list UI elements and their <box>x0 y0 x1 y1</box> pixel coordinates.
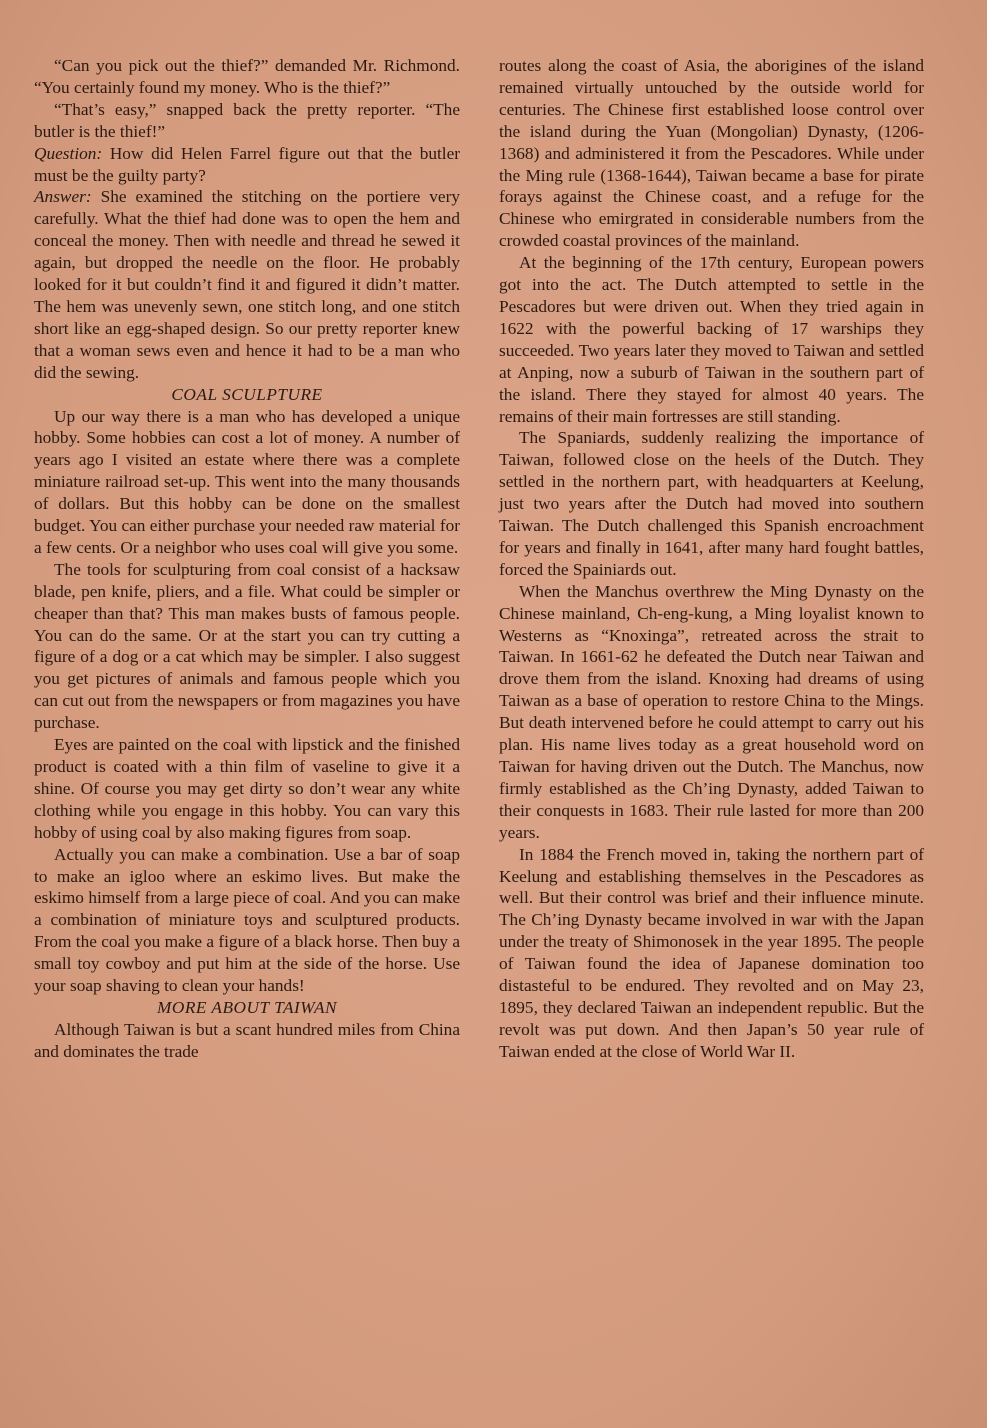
dialogue-paragraph: “That’s easy,” snapped back the pretty reporter. “The butler is the thief!” <box>34 99 460 141</box>
taiwan-intro-paragraph: Although Taiwan is but a scant hundred miles from China and dominates the trade <box>34 1019 460 1061</box>
answer-text: She examined the stitching on the portiere very carefully. What the thief had done was to open the hem and conceal the money. Then with needle and thread he sewed it again, but dropped the needle on the floor. He probably looked for it but couldn’t find it and figured it didn’t matter. The hem was unevenly sewn, one stitch long, and one stitch short like an egg-shaped design. So our pretty reporter knew that a woman sews even and hence it had to be a man who did the sewing. <box>34 187 460 382</box>
coal-paragraph: Eyes are painted on the coal with lipstick and the finished product is coated with a thin film of vaseline to give it a shine. Of course you may get dirty so don’t wear any white clothing while you engage in this hobby. You can vary this hobby of using coal by also making figures from soap. <box>34 735 460 842</box>
coal-paragraph: The tools for sculpturing from coal consist of a hacksaw blade, pen knife, pliers, and a file. What could be simpler or cheaper than that? This man makes busts of famous people. You can do the same. Or at the start you can try cutting a figure of a dog or a cat which may be simpler. I also suggest you get pictures of animals and famous people which you can cut out from the newspapers or from magazines you have purchase. <box>34 559 460 733</box>
taiwan-paragraph: At the beginning of the 17th century, European powers got into the act. The Dutch attempted to settle in the Pescadores but were driven out. When they tried again in 1622 with the powerful backing of 17 warships they succeeded. Two years later they moved to Taiwan and settled at Anping, now a suburb of Taiwan in the southern part of the island. There they stayed for almost 40 years. The remains of their main fortresses are still standing. <box>499 253 924 426</box>
answer-paragraph <box>34 186 460 383</box>
answer-label: Answer: <box>34 187 92 207</box>
more-about-taiwan-heading: MORE ABOUT TAIWAN <box>156 997 338 1017</box>
question-label: Question: <box>34 143 103 163</box>
question-paragraph <box>34 143 460 187</box>
taiwan-paragraph: In 1884 the French moved in, taking the northern part of Keelung and establishing themselves in the Pescadores as well. But their control was brief and their influence minute. The Ch’ing Dynasty became involved in war with the Japan under the treaty of Shimonosek in the year 1895. The people of Taiwan found the idea of Japanese domination too distasteful to be endured. They revolted and on May 23, 1895, they declared Taiwan an independent republic. But the revolt was put down. And then Japan’s 50 year rule of Taiwan ended at the close of World War II. <box>499 844 924 1061</box>
taiwan-paragraph: When the Manchus overthrew the Ming Dynasty on the Chinese mainland, Ch-eng-kung, a Ming loyalist known to Westerns as “Knoxinga”, retreated across the strait to Taiwan. In 1661-62 he defeated the Dutch near Taiwan and drove them from the island. Knoxing had dreams of using Taiwan as a base of operation to restore China to the Mings. But death intervened before he could attempt to carry out his plan. His name lives today as a great household word on Taiwan for having driven out the Dutch. The Manchus, now firmly established as the Ch’ing Dynasty, added Taiwan to their conquests in 1683. Their rule lasted for more than 200 years. <box>499 581 924 842</box>
left-column <box>34 55 460 1063</box>
taiwan-paragraph: The Spaniards, suddenly realizing the importance of Taiwan, followed close on the heels of the Dutch. They settled in the northern part, with headquarters at Keelung, just two years after the Dutch had moved into southern Taiwan. The Dutch challenged this Spanish encroachment for years and finally in 1641, after many hard fought battles, forced the Spainiards out. <box>499 428 924 579</box>
taiwan-continuation-paragraph: routes along the coast of Asia, the aborigines of the island remained virtually untouched by the outside world for centuries. The Chinese first established loose control over the island during the Yuan (Mongolian) Dynasty, (1206-1368) and administered it from the Pescadores. While under the Ming rule (1368-1644), Taiwan became a base for pirate forays against the Chinese coast, and a refuge for the Chinese who emirgrated in considerable numbers from the crowded coastal provinces of the mainland. <box>499 56 924 251</box>
coal-paragraph: Actually you can make a combination. Use a bar of soap to make an igloo where an eskimo lives. But make the eskimo himself from a large piece of coal. And you can make a combination of miniature toys and sculptured products. From the coal you make a figure of a black horse. Then buy a small toy cowboy and put him at the side of the horse. Use your soap shaving to clean your hands! <box>34 844 460 996</box>
coal-paragraph: Up our way there is a man who has developed a unique hobby. Some hobbies can cost a lot of money. A number of years ago I visited an estate where there was a complete miniature railroad set-up. This went into the many thousands of dollars. But this hobby can be done on the smallest budget. You can either purchase your needed raw material for a few cents. Or a neighbor who uses coal will give you some. <box>34 406 460 557</box>
right-column <box>499 55 924 1063</box>
dialogue-paragraph: “Can you pick out the thief?” demanded Mr. Richmond. “You certainly found my money. Who is the thief?” <box>34 56 460 97</box>
coal-sculpture-heading: COAL SCULPTURE <box>171 384 323 404</box>
question-text: How did Helen Farrel figure out that the butler must be the guilty party? <box>34 143 460 185</box>
